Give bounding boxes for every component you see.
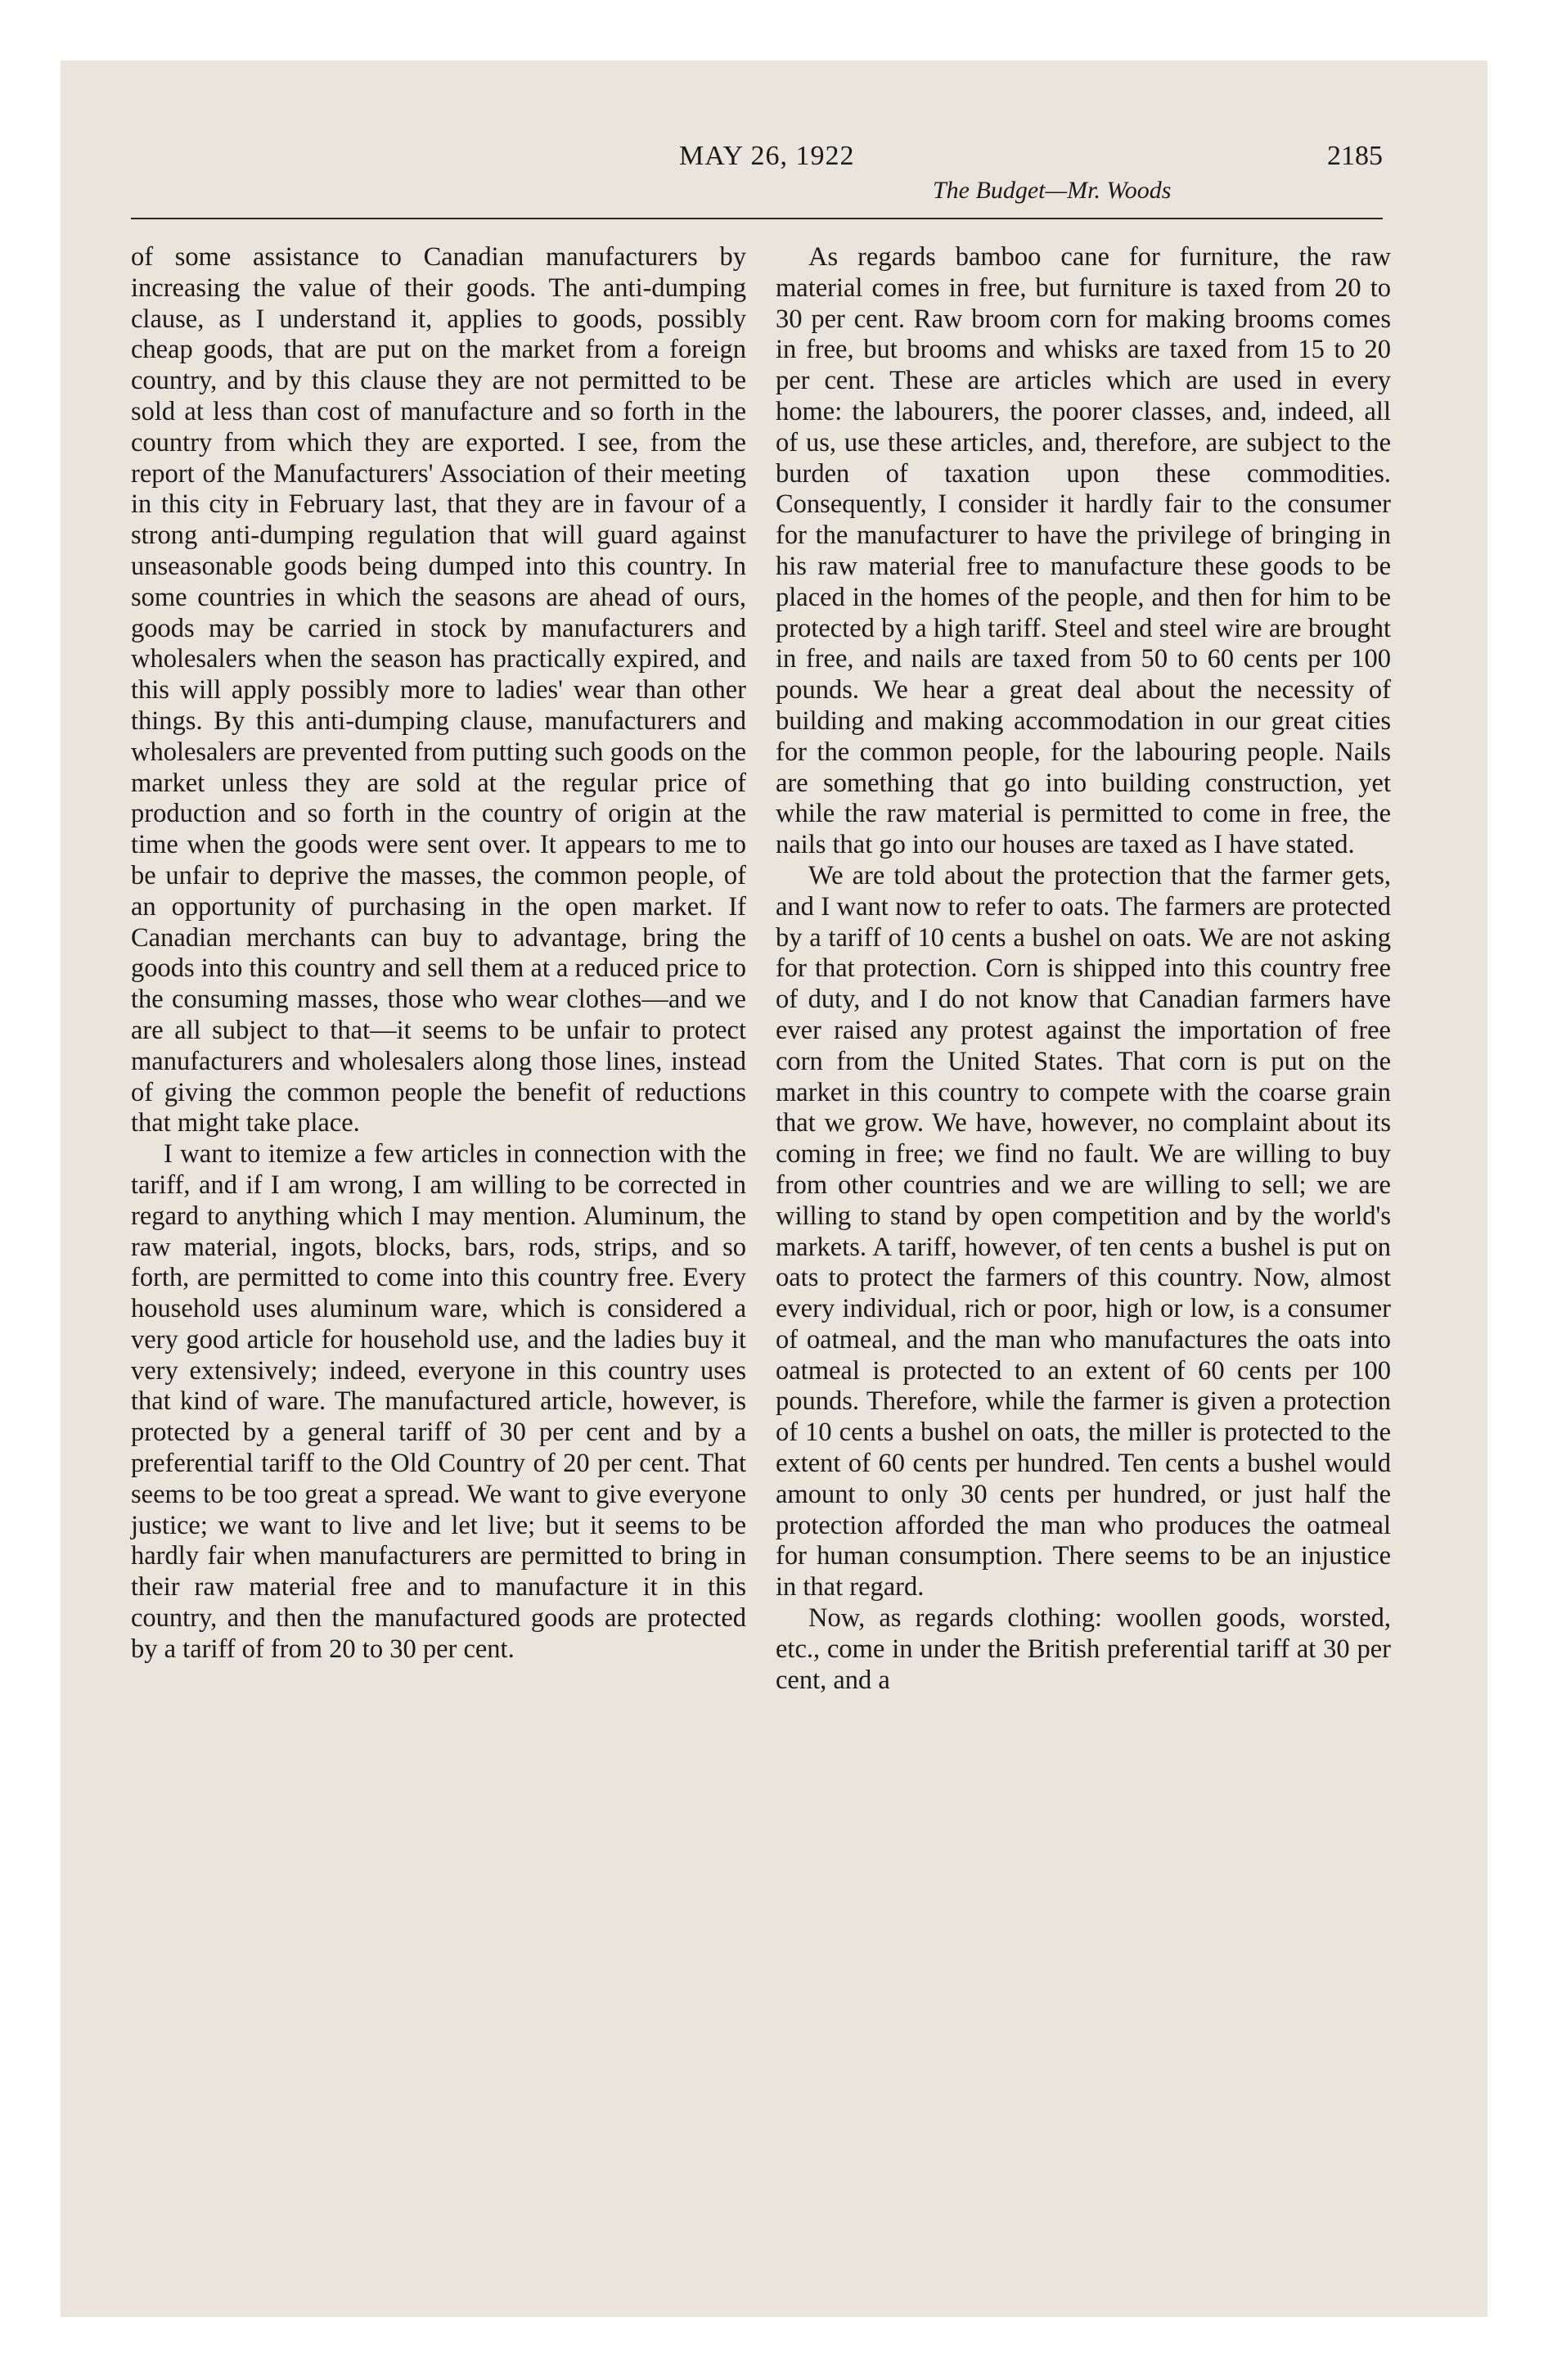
paragraph: As regards bamboo cane for furniture, the raw material comes in free, but furniture is taxed from 20 to 30 per cent. Raw broom corn for making brooms comes in free, but brooms and whisks are taxed from 15 to 20 per cent. These are articles which are used in every home: the labourers, the poorer classes, and, indeed, all of us, use these articles, and, therefore, are subject to the burden of taxation upon these commodities. Consequently, I consider it hardly fair to the consumer for the manufacturer to have the privilege of bringing in his raw material free to manufacture these goods to be placed in the homes of the people, and then for him to be protected by a high tariff. Steel and steel wire are brought in free, and nails are taxed from 50 to 60 cents per 100 pounds. We hear a great deal about the necessity of building and making accommodation in our great cities for the common people, for the labouring people. Nails are something that go into building construction, yet while the raw material is permitted to come in free, the nails that go into our houses are taxed as I have stated.	[776, 242, 1391, 860]
page-number: 2185	[1327, 141, 1383, 171]
header-date: MAY 26, 1922	[679, 141, 855, 171]
paragraph: Now, as regards clothing: woollen goods, worsted, etc., come in under the British preferential tariff at 30 per cent, and a	[776, 1603, 1391, 1695]
header-rule	[131, 218, 1383, 219]
paragraph: We are told about the protection that the farmer gets, and I want now to refer to oats. The farmers are protected by a tariff of 10 cents a bushel on oats. We are not asking for that protection. Corn is shipped into this country free of duty, and I do not know that Canadian farmers have ever raised any protest against the importation of free corn from the United States. That corn is put on the market in this country to compete with the coarse grain that we grow. We have, however, no complaint about its coming in free; we find no fault. We are willing to buy from other countries and we are willing to sell; we are willing to stand by open competition and by the world's markets. A tariff, however, of ten cents a bushel is put on oats to protect the farmers of this country. Now, almost every individual, rich or poor, high or low, is a consumer of oatmeal, and the man who manufactures the oats into oatmeal is protected to an extent of 60 cents per 100 pounds. Therefore, while the farmer is given a protection of 10 cents a bushel on oats, the miller is protected to the extent of 60 cents per hundred. Ten cents a bushel would amount to only 30 cents per hundred, or just half the protection afforded the man who produces the oatmeal for human consumption. There seems to be an injustice in that regard.	[776, 860, 1391, 1602]
paragraph: of some assistance to Canadian manufacturers by increasing the value of their goods. The anti-dumping clause, as I understand it, applies to goods, possibly cheap goods, that are put on the market from a foreign country, and by this clause they are not permitted to be sold at less than cost of manufacture and so forth in the country from which they are exported. I see, from the report of the Manufacturers' Association of their meeting in this city in February last, that they are in favour of a strong anti-dumping regulation that will guard against unseasonable goods being dumped into this country. In some countries in which the seasons are ahead of ours, goods may be carried in stock by manufacturers and wholesalers when the season has practically expired, and this will apply possibly more to ladies' wear than other things. By this anti-dumping clause, manufacturers and wholesalers are prevented from putting such goods on the market unless they are sold at the regular price of production and so forth in the country of origin at the time when the goods were sent over. It appears to me to be unfair to deprive the masses, the common people, of an opportunity of purchasing in the open market. If Canadian merchants can buy to advantage, bring the goods into this country and sell them at a reduced price to the consuming masses, those who wear clothes—and we are all subject to that—it seems to be unfair to protect manufacturers and wholesalers along those lines, instead of giving the common people the benefit of reductions that might take place.	[131, 242, 746, 1138]
left-column	[131, 242, 746, 1666]
page-header	[131, 141, 1383, 214]
running-head: The Budget—Mr. Woods	[933, 177, 1172, 204]
right-column	[776, 242, 1391, 1696]
paragraph: I want to itemize a few articles in connection with the tariff, and if I am wrong, I am willing to be corrected in regard to anything which I may mention. Aluminum, the raw material, ingots, blocks, bars, rods, strips, and so forth, are permitted to come into this country free. Every household uses aluminum ware, which is considered a very good article for household use, and the ladies buy it very extensively; indeed, everyone in this country uses that kind of ware. The manufactured article, however, is protected by a general tariff of 30 per cent and by a preferential tariff to the Old Country of 20 per cent. That seems to be too great a spread. We want to give everyone justice; we want to live and let live; but it seems to be hardly fair when manufacturers are permitted to bring in their raw material free and to manufacture it in this country, and then the manufactured goods are protected by a tariff of from 20 to 30 per cent.	[131, 1139, 746, 1664]
